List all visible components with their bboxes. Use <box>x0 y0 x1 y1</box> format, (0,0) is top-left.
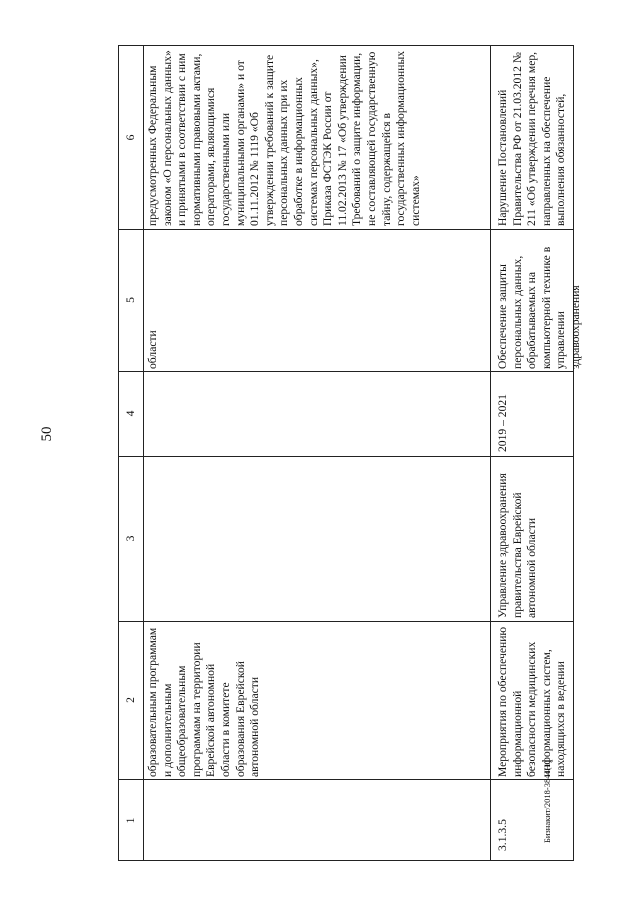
row1-col6: предусмотренных Федеральным законом «О персональных данных» и принятыми в соответствии с ним нормативными правовыми актами, операторами, являющимися государственными или муниципальными органами» и от 01.11.2012 № 1119 «Об утверждении требований к защите персональных данных при их обработке в информационных системах персональных данных», Приказа ФСТЭК России от 11.02.2013 № 17 «Об утверждении Требований о защите информации, не составляющей государственную тайну, содержащейся в государственных информационных системах» <box>146 50 422 226</box>
row2-col4: 2019 – 2021 <box>496 394 509 452</box>
document-table <box>118 45 582 861</box>
header-col-5: 5 <box>124 297 137 303</box>
footer-code: Бизнакит/2018-3844(1) <box>542 760 552 843</box>
row2-col2: Мероприятия по обеспечению информационной безопасности медицинских информационных систем, находящихся в ведении <box>496 626 568 777</box>
header-col-6: 6 <box>124 134 137 141</box>
header-col-4: 4 <box>124 410 137 417</box>
header-col-1: 1 <box>124 817 137 824</box>
header-col-2: 2 <box>124 697 137 703</box>
header-col-3: 3 <box>124 535 137 542</box>
row2-col5: Обеспечение защиты персональных данных, обрабатываемых на компьютерной технике в управлении здравоохранения <box>496 246 582 369</box>
row1-col5: области <box>146 330 159 369</box>
row1-col2: образовательным программам и дополнительным общеобразовательным программам на территории Еврейской автономной области в комитете образования Еврейской автономной области <box>146 627 262 777</box>
row2-col1: 3.1.3.5 <box>496 819 509 851</box>
page-number: 50 <box>39 426 55 442</box>
row2-col3: Управление здравоохранения правительства Еврейской автономной области <box>496 473 539 618</box>
row2-col6: Нарушение Постановлений Правительства РФ от 21.03.2012 № 211 «Об утверждении перечня мер, направленных на обеспечение выполнения обязанностей, <box>496 51 568 226</box>
